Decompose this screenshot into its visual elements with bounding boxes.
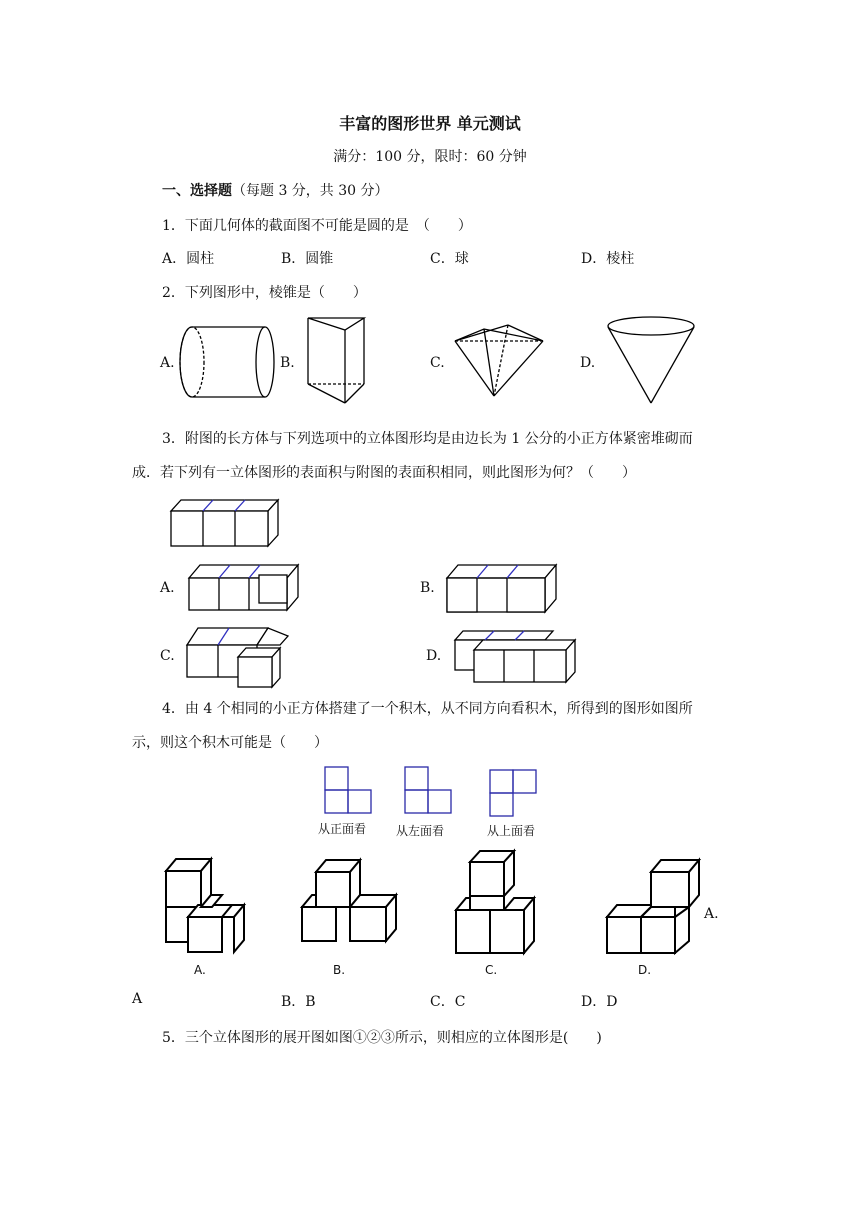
q4-figure-label-c: C. (485, 963, 498, 977)
q4-figure-d (0, 0, 1, 1)
q2-label-c: C. (430, 355, 445, 371)
section-label: 一、选择题 (162, 183, 232, 199)
page-title: 丰富的图形世界 单元测试 (339, 114, 521, 133)
q4-option-d: D．D (581, 994, 618, 1010)
q4-figure-label-b: B. (333, 963, 346, 977)
q3-label-d: D. (426, 648, 442, 664)
q1-option-a: A．圆柱 (162, 251, 215, 267)
view-top-caption: 从上面看 (487, 824, 536, 838)
q4-option-b: B．B (281, 994, 316, 1010)
q3-label-c: C. (160, 648, 175, 664)
question-3-line1: 3．附图的长方体与下列选项中的立体图形均是由边长为 1 公分的小正方体紧密堆砌而 (162, 431, 693, 447)
question-2: 2．下列图形中，棱锥是（ ） (162, 285, 367, 301)
page-subtitle: 满分：100 分，限时：60 分钟 (333, 149, 527, 165)
q1-option-d: D．棱柱 (581, 251, 635, 267)
q1-option-c: C．球 (430, 251, 469, 267)
q4-figure-label-a: A. (194, 963, 206, 977)
section-note: （每题 3 分，共 30 分） (232, 183, 389, 199)
q1-option-b: B．圆锥 (281, 251, 334, 267)
question-4-line1: 4．由 4 个相同的小正方体搭建了一个积木，从不同方向看积木，所得到的图形如图所 (162, 701, 693, 717)
q4-figure-label-d: D. (638, 963, 652, 977)
view-front-caption: 从正面看 (318, 822, 367, 836)
q4-option-c: C．C (430, 994, 466, 1010)
q2-label-a: A. (160, 355, 175, 371)
question-5: 5．三个立体图形的展开图如图①②③所示，则相应的立体图形是( ) (162, 1030, 602, 1046)
question-3-line2: 成．若下列有一立体图形的表面积与附图的表面积相同，则此图形为何？（ ） (132, 465, 636, 481)
question-4-line2: 示，则这个积木可能是（ ） (132, 735, 328, 751)
q2-label-b: B. (280, 355, 295, 371)
view-left-caption: 从左面看 (396, 824, 445, 838)
q4-stray-label: A. (704, 906, 719, 922)
q4-option-a: A (132, 991, 143, 1007)
q2-label-d: D. (580, 355, 596, 371)
q3-label-b: B. (420, 580, 435, 596)
question-1: 1．下面几何体的截面图不可能是圆的是 （ ） (162, 218, 472, 234)
section-heading (162, 180, 389, 200)
q3-label-a: A. (160, 580, 175, 596)
